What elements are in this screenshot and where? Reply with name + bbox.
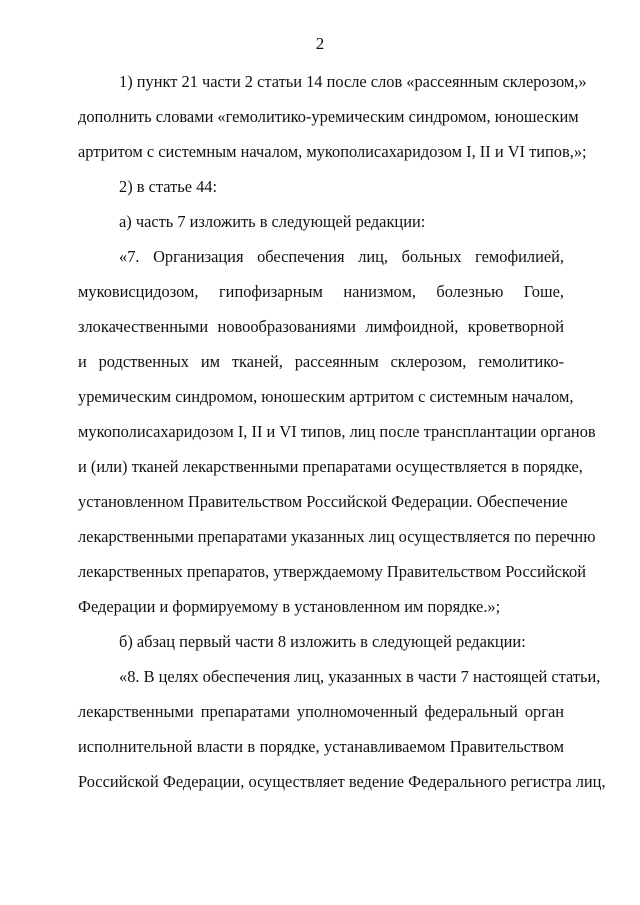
text-line: 2) в статье 44: xyxy=(119,177,218,196)
text-line: артритом с системным началом, мукополисахаридозом I, II и VI типов,»; xyxy=(78,142,587,161)
text-line: «8. В целях обеспечения лиц, указанных в части 7 настоящей статьи, xyxy=(119,667,601,686)
page-number: 2 xyxy=(315,34,325,53)
text-line: мукополисахаридозом I, II и VI типов, лиц после трансплантации органов xyxy=(78,422,596,441)
text-line: «7. Организация обеспечения лиц, больных гемофилией, xyxy=(119,247,564,266)
text-line: лекарственными препаратами уполномоченный федеральный орган xyxy=(78,702,564,721)
text-line: уремическим синдромом, юношеским артритом с системным началом, xyxy=(78,387,574,406)
text-line: установленном Правительством Российской Федерации. Обеспечение xyxy=(78,492,568,511)
text-line: Федерации и формируемому в установленном им порядке.»; xyxy=(78,597,501,616)
text-line: лекарственными препаратами указанных лиц осуществляется по перечню xyxy=(78,527,596,546)
text-line: а) часть 7 изложить в следующей редакции: xyxy=(119,212,426,231)
text-line: муковисцидозом, гипофизарным нанизмом, болезнью Гоше, xyxy=(78,282,564,301)
text-line: злокачественными новообразованиями лимфоидной, кроветворной xyxy=(78,317,564,336)
text-line: и родственных им тканей, рассеянным склерозом, гемолитико- xyxy=(78,352,564,371)
text-line: лекарственных препаратов, утверждаемому Правительством Российской xyxy=(78,562,586,581)
text-line: и (или) тканей лекарственными препаратами осуществляется в порядке, xyxy=(78,457,583,476)
text-line: 1) пункт 21 части 2 статьи 14 после слов «рассеянным склерозом,» xyxy=(119,72,587,91)
text-line: исполнительной власти в порядке, устанавливаемом Правительством xyxy=(78,737,564,756)
text-line: б) абзац первый части 8 изложить в следующей редакции: xyxy=(119,632,526,651)
text-line: Российской Федерации, осуществляет ведение Федерального регистра лиц, xyxy=(78,772,606,791)
text-line: дополнить словами «гемолитико-уремическим синдромом, юношеским xyxy=(78,107,579,126)
